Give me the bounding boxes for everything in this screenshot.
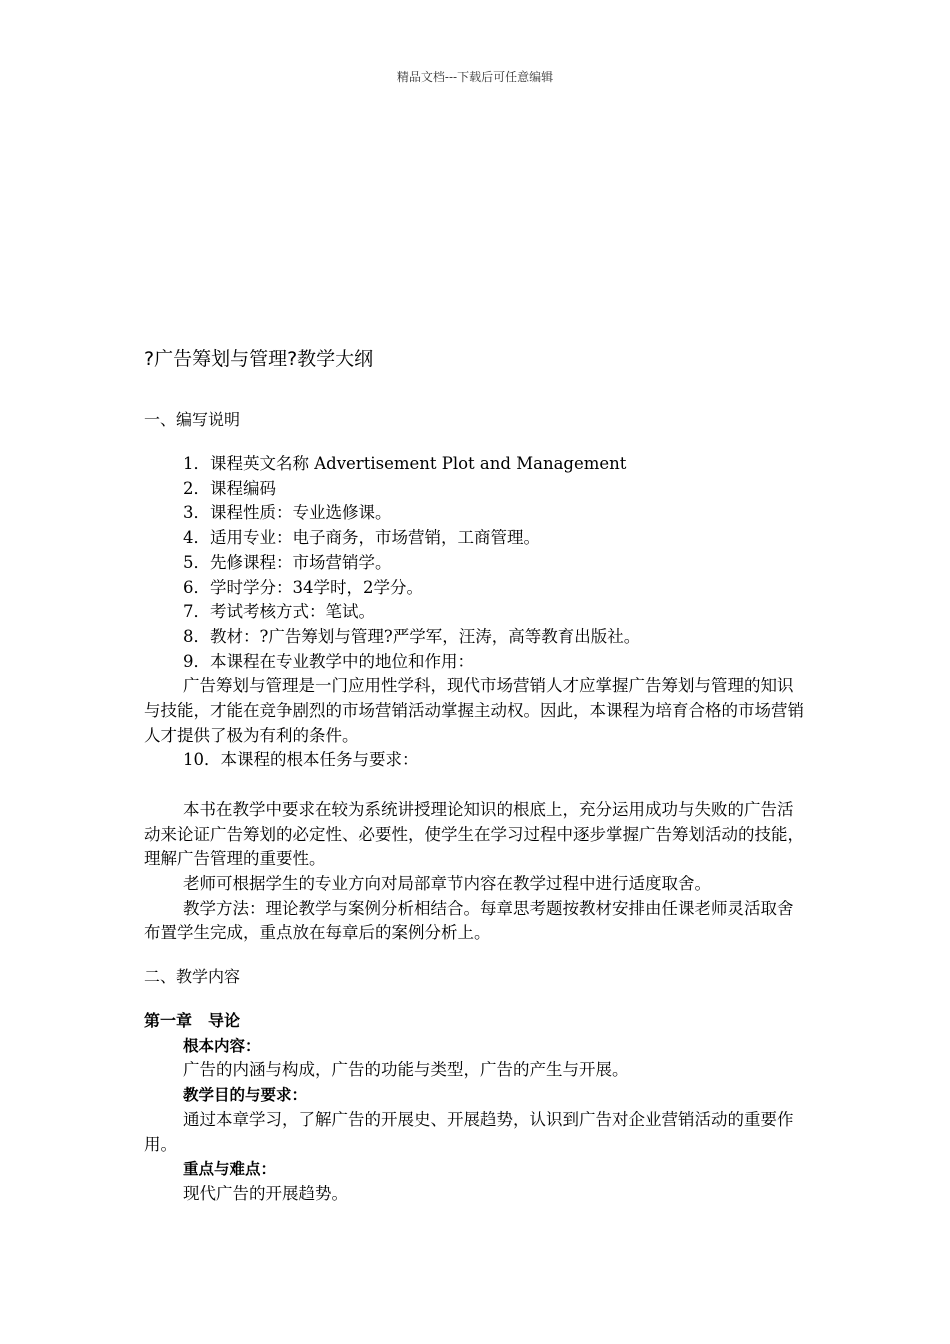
page-header: 精品文档---下载后可任意编辑 xyxy=(396,70,554,84)
list-item: 9．本课程在专业教学中的地位和作用： xyxy=(183,651,474,671)
document-title: ?广告筹划与管理?教学大纲 xyxy=(144,348,374,370)
list-item: 5．先修课程：市场营销学。 xyxy=(183,552,392,572)
key-points-text: 现代广告的开展趋势。 xyxy=(183,1183,348,1203)
list-item: 8．教材：?广告筹划与管理?严学军，汪涛，高等教育出版社。 xyxy=(183,626,641,646)
section-heading-teaching-content: 二、教学内容 xyxy=(144,967,241,987)
role-paragraph: 广告筹划与管理是一门应用性学科，现代市场营销人才应掌握广告筹划与管理的知识与技能，才能在竞争剧烈的市场营销活动掌握主动权。因此，本课程为培育合格的市场营销人才提供了极为有利的条件。 xyxy=(144,676,804,745)
list-item: 10．本课程的根本任务与要求： xyxy=(183,750,419,770)
basic-content-label: 根本内容： xyxy=(183,1036,261,1055)
list-item: 6．学时学分：34学时，2学分。 xyxy=(183,577,423,597)
spacer xyxy=(144,946,808,965)
chapter-title: 第一章 导论 xyxy=(144,1011,241,1031)
goal-label: 教学目的与要求： xyxy=(183,1086,308,1105)
key-points-label: 重点与难点： xyxy=(183,1160,277,1179)
course-info-list xyxy=(144,452,808,674)
list-item: 7．考试考核方式：笔试。 xyxy=(183,602,375,622)
list-item: 2．课程编码 xyxy=(183,478,276,498)
task-paragraph: 老师可根据学生的专业方向对局部章节内容在教学过程中进行适度取舍。 xyxy=(183,873,711,893)
task-paragraph: 教学方法：理论教学与案例分析相结合。每章思考题按教材安排由任课老师灵活取舍布置学生完成，重点放在每章后的案例分析上。 xyxy=(144,898,794,943)
list-item: 1．课程英文名称 Advertisement Plot and Management xyxy=(183,454,627,473)
list-item: 4．适用专业：电子商务，市场营销，工商管理。 xyxy=(183,528,540,548)
section-heading-writing-notes: 一、编写说明 xyxy=(144,410,241,429)
goal-text: 通过本章学习，了解广告的开展史、开展趋势，认识到广告对企业营销活动的重要作用。 xyxy=(144,1109,794,1154)
list-item: 3．课程性质：专业选修课。 xyxy=(183,503,392,523)
document-body xyxy=(144,344,808,1207)
task-paragraph: 本书在教学中要求在较为系统讲授理论知识的根底上，充分运用成功与失败的广告活动来论证广告筹划的必定性、必要性，使学生在学习过程中逐步掌握广告筹划活动的技能，理解广告管理的重要性。 xyxy=(144,799,804,869)
basic-content-text: 广告的内涵与构成，广告的功能与类型，广告的产生与开展。 xyxy=(183,1060,629,1080)
spacer xyxy=(144,773,808,798)
